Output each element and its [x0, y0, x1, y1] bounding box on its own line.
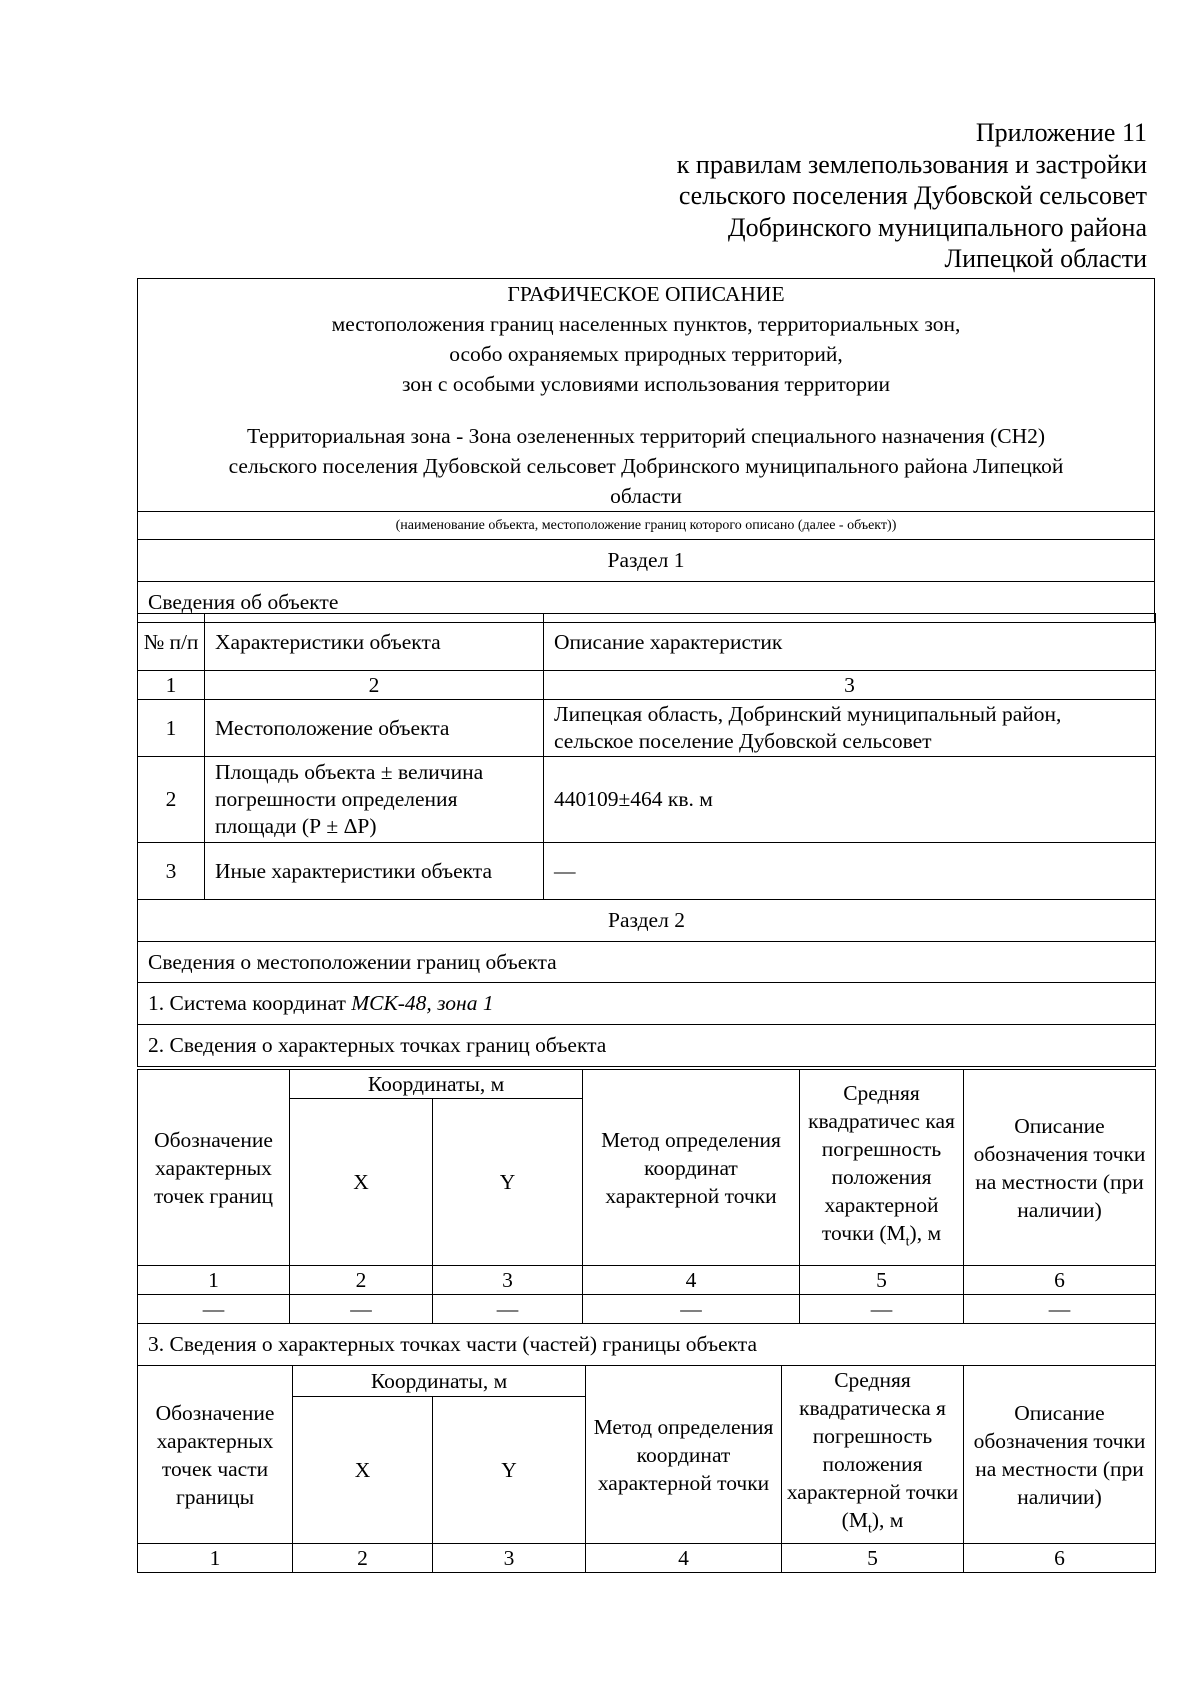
- header-coordinates: Координаты, м: [293, 1366, 586, 1397]
- column-number: 4: [586, 1544, 782, 1573]
- column-number: 3: [433, 1266, 583, 1295]
- object-characteristics-table: [137, 613, 1156, 1067]
- section2-subtitle: Сведения о местоположении границ объекта: [138, 942, 1156, 983]
- row-number: 1: [138, 700, 205, 757]
- header-point-description: Описание обозначения точки на местности (при наличии): [964, 1070, 1156, 1266]
- table-cell: —: [138, 1295, 290, 1324]
- annex-line: Приложение 11: [975, 118, 1147, 147]
- table-row: [138, 700, 1156, 757]
- table-cell: —: [964, 1295, 1156, 1324]
- header-num: № п/п: [138, 614, 205, 671]
- header-designation: Обозначение характерных точек части границы: [138, 1366, 293, 1544]
- annex-line: Липецкой области: [944, 244, 1147, 273]
- annex-line: сельского поселения Дубовской сельсовет: [678, 181, 1147, 210]
- annex-header: [677, 117, 1147, 275]
- title-subtitle: зон с особыми условиями использования территории: [401, 372, 891, 396]
- boundary-points-table: [137, 1069, 1156, 1366]
- header-error: Средняя квадратичес кая погрешность положения характерной точки $(M_t)$, м: [800, 1070, 964, 1266]
- table-cell: —: [290, 1295, 433, 1324]
- table-cell: —: [583, 1295, 800, 1324]
- table-row: [138, 1295, 1156, 1324]
- column-number: 3: [544, 671, 1156, 700]
- header-point-description: Описание обозначения точки на местности (при наличии): [964, 1366, 1156, 1544]
- coordinate-system-label: 1. Система координат: [148, 991, 352, 1015]
- header-error: Средняя квадратическа я погрешность положения характерной точки $(M_t)$, м: [782, 1366, 964, 1544]
- section1-title: Раздел 1: [138, 540, 1155, 582]
- header-designation: Обозначение характерных точек границ: [138, 1070, 290, 1266]
- column-number: 2: [293, 1544, 433, 1573]
- column-number: 6: [964, 1266, 1156, 1295]
- header-description: Описание характеристик: [544, 614, 1156, 671]
- title-block: [138, 279, 1155, 512]
- header-coordinates: Координаты, м: [290, 1070, 583, 1099]
- zone-name: области: [610, 484, 682, 508]
- header-x: X: [290, 1099, 433, 1266]
- section2-title: Раздел 2: [138, 900, 1156, 942]
- row-number: 2: [138, 757, 205, 843]
- title-frame: [137, 278, 1155, 623]
- column-number: 1: [138, 1544, 293, 1573]
- row-description: 440109±464 кв. м: [544, 757, 1156, 843]
- column-number: 2: [205, 671, 544, 700]
- coordinate-system: [138, 983, 1156, 1025]
- column-number: 2: [290, 1266, 433, 1295]
- column-number: 1: [138, 671, 205, 700]
- table-row: [138, 757, 1156, 843]
- annex-line: Добринского муниципального района: [727, 212, 1147, 242]
- title-subtitle: особо охраняемых природных территорий,: [449, 342, 843, 366]
- row-characteristic: Местоположение объекта: [205, 700, 544, 757]
- header-y: Y: [433, 1099, 583, 1266]
- header-characteristic: Характеристики объекта: [205, 614, 544, 671]
- title-subtitle: местоположения границ населенных пунктов, территориальных зон,: [331, 312, 961, 336]
- header-method: Метод определения координат характерной точки: [586, 1366, 782, 1544]
- column-number: 5: [800, 1266, 964, 1295]
- column-number: 6: [964, 1544, 1156, 1573]
- annex-line: к правилам землепользования и застройки: [676, 149, 1147, 179]
- section1-subtitle: Сведения об объекте: [138, 582, 1155, 623]
- table-row: [138, 843, 1156, 900]
- zone-name: сельского поселения Дубовской сельсовет Добринского муниципального района Липецкой: [228, 454, 1064, 478]
- coordinate-system-value: МСК-48, зона 1: [351, 991, 494, 1015]
- table-cell: —: [800, 1295, 964, 1324]
- parts-title: 3. Сведения о характерных точках части (частей) границы объекта: [138, 1324, 1156, 1366]
- document-title: ГРАФИЧЕСКОЕ ОПИСАНИЕ: [507, 282, 785, 306]
- points-title: 2. Сведения о характерных точках границ объекта: [138, 1025, 1156, 1067]
- column-number: 4: [583, 1266, 800, 1295]
- row-number: 3: [138, 843, 205, 900]
- object-caption: (наименование объекта, местоположение границ которого описано (далее - объект)): [138, 512, 1155, 540]
- row-characteristic: Иные характеристики объекта: [205, 843, 544, 900]
- part-boundary-points-table: [137, 1365, 1156, 1573]
- row-description: —: [544, 843, 1156, 900]
- column-number: 1: [138, 1266, 290, 1295]
- row-description: Липецкая область, Добринский муниципальный район, сельское поселение Дубовской сельсовет: [544, 700, 1156, 757]
- header-x: X: [293, 1396, 433, 1544]
- column-number: 5: [782, 1544, 964, 1573]
- header-method: Метод определения координат характерной точки: [583, 1070, 800, 1266]
- column-number: 3: [433, 1544, 586, 1573]
- zone-name: Территориальная зона - Зона озелененных территорий специального назначения (СН2): [246, 424, 1046, 448]
- row-characteristic: Площадь объекта ± величина погрешности определения площади (Р ± ΔР): [205, 757, 544, 843]
- table-cell: —: [433, 1295, 583, 1324]
- header-y: Y: [433, 1396, 586, 1544]
